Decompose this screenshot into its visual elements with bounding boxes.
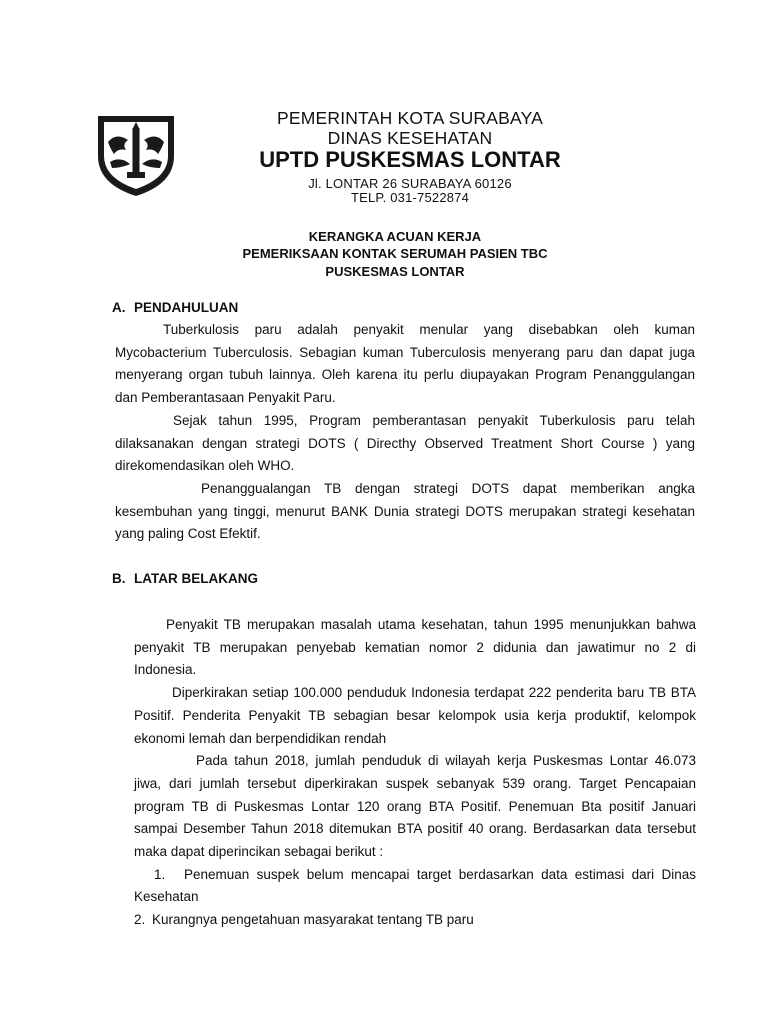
section-a-paragraph: Penanggualangan TB dengan strategi DOTS dapat memberikan angka kesembuhan yang tinggi, menurut BANK Dunia strategi DOTS merupakan strategi kesehatan yang paling Cost Efektif. [115, 480, 695, 542]
letterhead-government: PEMERINTAH KOTA SURABAYA [276, 108, 544, 128]
surabaya-city-emblem-icon [96, 112, 176, 198]
section-a-paragraph: Tuberkulosis paru adalah penyakit menular yang disebabkan oleh kuman Mycobacterium Tuberculosis. Sebagian kuman Tuberculosis menyerang paru dan dapat juga menyerang organ tubuh lainnya. Oleh karena itu perlu diupayakan Program Penanggulangan dan Pemberantasaan Penyakit Paru. [115, 322, 695, 406]
list-item-number: 2. [134, 912, 146, 928]
section-a-number: A. [112, 300, 126, 315]
list-item-text: Kurangnya pengetahuan masyarakat tentang TB paru [152, 912, 474, 928]
section-b-paragraph: Diperkirakan setiap 100.000 penduduk Indonesia terdapat 222 penderita baru TB BTA Positif. Penderita Penyakit TB sebagian besar kelompok usia kerja produktif, kelompok ekonomi lemah dan berpendidikan rendah [134, 685, 696, 746]
letterhead-department: DINAS KESEHATAN [327, 128, 493, 148]
document-title-line3: PUSKESMAS LONTAR [325, 264, 465, 279]
list-item [134, 864, 696, 909]
letterhead-institution: UPTD PUSKESMAS LONTAR [259, 147, 561, 172]
section-b-body [134, 614, 696, 932]
list-item [134, 909, 696, 932]
section-a-body [115, 319, 695, 546]
section-b-paragraph: Pada tahun 2018, jumlah penduduk di wilayah kerja Puskesmas Lontar 46.073 jiwa, dari jumlah tersebut diperkirakan suspek sebanyak 539 orang. Target Pencapaian program TB di Puskesmas Lontar 120 orang BTA Positif. Penemuan Bta positif Januari sampai Desember Tahun 2018 ditemukan BTA positif 40 orang. Berdasarkan data tersebut maka dapat diperincikan sebagai berikut : [134, 753, 696, 860]
section-b-paragraph: Penyakit TB merupakan masalah utama kesehatan, tahun 1995 menunjukkan bahwa penyakit TB merupakan penyebab kematian nomor 2 didunia dan jawatimur no 2 di Indonesia. [134, 617, 696, 678]
list-item-text: Penemuan suspek belum mencapai target berdasarkan data estimasi dari Dinas Kesehatan [134, 866, 696, 905]
document-title-line2: PEMERIKSAAN KONTAK SERUMAH PASIEN TBC [242, 246, 548, 261]
section-a-paragraph: Sejak tahun 1995, Program pemberantasan penyakit Tuberkulosis paru telah dilaksanakan dengan strategi DOTS ( Directhy Observed Treatment Short Course ) yang direkomendasikan oleh WHO. [115, 412, 695, 474]
section-a-title: PENDAHULUAN [134, 300, 239, 315]
section-b-title: LATAR BELAKANG [134, 571, 258, 586]
section-b-number: B. [112, 571, 126, 586]
letterhead-phone: TELP. 031-7522874 [350, 190, 470, 205]
list-item-number: 1. [154, 866, 166, 882]
document-title-line1: KERANGKA ACUAN KERJA [308, 229, 482, 244]
section-a-heading [112, 300, 238, 315]
section-b-heading [112, 571, 258, 586]
letterhead-address: Jl. LONTAR 26 SURABAYA 60126 [308, 176, 512, 191]
